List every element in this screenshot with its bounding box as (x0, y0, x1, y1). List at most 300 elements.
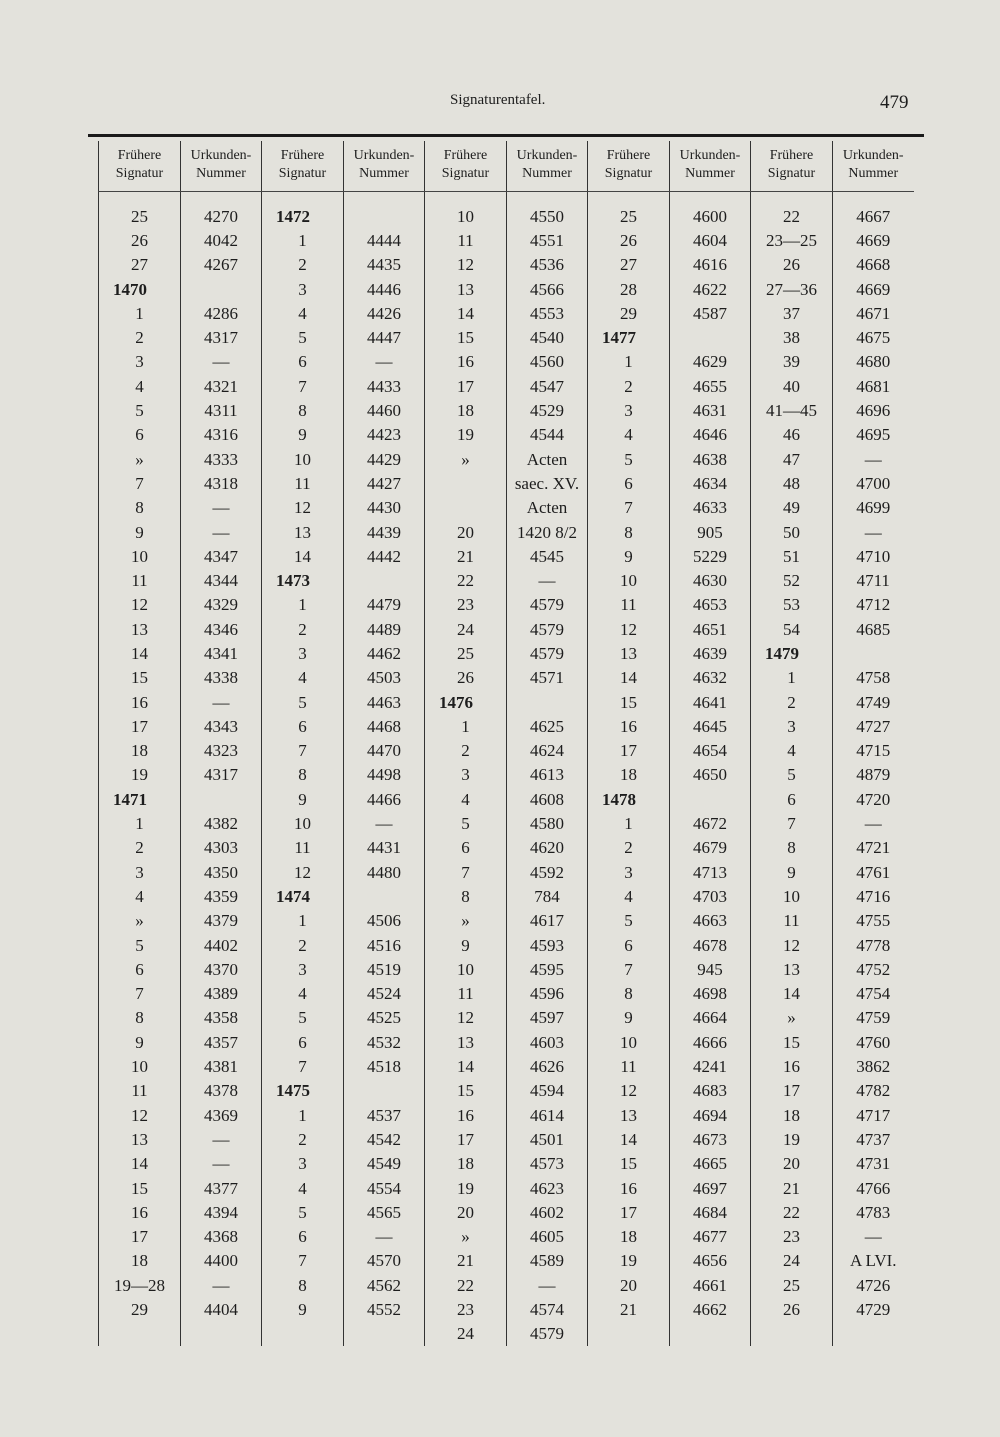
former-signature-cell: 5 (99, 933, 181, 957)
former-signature-cell: 20 (425, 520, 507, 544)
former-signature-cell: 6 (262, 350, 344, 374)
former-signature-cell: 13 (99, 617, 181, 641)
former-signature-cell: 2 (262, 617, 344, 641)
former-signature-cell: 40 (751, 374, 833, 398)
document-number-cell: 4241 (670, 1054, 751, 1078)
document-number-cell: 4549 (344, 1152, 425, 1176)
former-signature-cell: 11 (751, 909, 833, 933)
former-signature-cell: 23—25 (751, 228, 833, 252)
former-signature-cell: 4 (262, 1176, 344, 1200)
former-signature-cell: 14 (425, 1054, 507, 1078)
document-number-cell (670, 787, 751, 811)
former-signature-cell: 1474 (262, 884, 344, 908)
document-number-cell: — (507, 568, 588, 592)
document-number-cell: 4551 (507, 228, 588, 252)
document-number-cell: 4431 (344, 836, 425, 860)
document-number-cell: 4626 (507, 1054, 588, 1078)
document-number-cell: 4426 (344, 301, 425, 325)
former-signature-cell: 23 (425, 1297, 507, 1321)
former-signature-cell: 11 (99, 1079, 181, 1103)
document-number-cell: 4631 (670, 398, 751, 422)
document-number-cell: 4654 (670, 739, 751, 763)
document-number-cell: 4616 (670, 253, 751, 277)
table-row (99, 641, 914, 665)
document-number-cell: 4634 (670, 471, 751, 495)
former-signature-cell: 53 (751, 593, 833, 617)
former-signature-cell: 3 (262, 641, 344, 665)
former-signature-cell: 1472 (262, 204, 344, 228)
former-signature-cell: 50 (751, 520, 833, 544)
former-signature-cell: 10 (99, 544, 181, 568)
document-number-cell: 4321 (181, 374, 262, 398)
former-signature-cell: 4 (99, 374, 181, 398)
document-number-cell: 4562 (344, 1273, 425, 1297)
former-signature-cell: 25 (425, 641, 507, 665)
document-number-cell: 4685 (833, 617, 914, 641)
document-number-cell: 4766 (833, 1176, 914, 1200)
document-number-cell (181, 277, 262, 301)
former-signature-cell: 4 (99, 884, 181, 908)
document-number-cell: 4710 (833, 544, 914, 568)
table-row (99, 398, 914, 422)
document-number-cell: 4579 (507, 617, 588, 641)
table-row (99, 325, 914, 349)
document-number-cell: 4357 (181, 1030, 262, 1054)
document-number-cell: 4681 (833, 374, 914, 398)
former-signature-cell: 10 (751, 884, 833, 908)
former-signature-cell: 7 (588, 496, 670, 520)
former-signature-cell: 1 (588, 811, 670, 835)
document-number-cell: 4595 (507, 957, 588, 981)
former-signature-cell: 14 (99, 1152, 181, 1176)
former-signature-cell (425, 471, 507, 495)
former-signature-cell: 21 (751, 1176, 833, 1200)
former-signature-cell: 22 (425, 1273, 507, 1297)
former-signature-cell: 11 (588, 1054, 670, 1078)
former-signature-cell: 6 (751, 787, 833, 811)
former-signature-cell: 14 (99, 641, 181, 665)
former-signature-cell: 8 (425, 884, 507, 908)
document-number-cell: 4593 (507, 933, 588, 957)
former-signature-cell: 47 (751, 447, 833, 471)
document-number-cell: 4783 (833, 1200, 914, 1224)
former-signature-cell: 19 (425, 423, 507, 447)
former-signature-cell: 12 (262, 860, 344, 884)
former-signature-cell: 38 (751, 325, 833, 349)
document-number-cell: Acten (507, 496, 588, 520)
document-number-cell: 4350 (181, 860, 262, 884)
former-signature-cell: 3 (588, 860, 670, 884)
document-number-cell: 4580 (507, 811, 588, 835)
document-number-cell: 4323 (181, 739, 262, 763)
document-number-cell: 4369 (181, 1103, 262, 1127)
document-number-cell: 4694 (670, 1103, 751, 1127)
former-signature-cell: 2 (99, 836, 181, 860)
table-row (99, 423, 914, 447)
document-number-cell: 4620 (507, 836, 588, 860)
table-row (99, 496, 914, 520)
document-number-cell: 4661 (670, 1273, 751, 1297)
document-number-cell: 4544 (507, 423, 588, 447)
column-header: Frühere Signatur (751, 141, 833, 192)
document-number-cell: 4359 (181, 884, 262, 908)
former-signature-cell: 41—45 (751, 398, 833, 422)
document-number-cell: 4435 (344, 253, 425, 277)
former-signature-cell: 17 (588, 739, 670, 763)
document-number-cell (833, 641, 914, 665)
document-number-cell: — (344, 1224, 425, 1248)
document-number-cell (344, 884, 425, 908)
document-number-cell: 4338 (181, 666, 262, 690)
document-number-cell: — (507, 1273, 588, 1297)
former-signature-cell (588, 1322, 670, 1346)
former-signature-cell: 22 (751, 1200, 833, 1224)
former-signature-cell: 6 (262, 714, 344, 738)
former-signature-cell: 20 (751, 1152, 833, 1176)
former-signature-cell: 6 (588, 933, 670, 957)
page-number: 479 (880, 92, 909, 113)
former-signature-cell: 52 (751, 568, 833, 592)
table-body (99, 192, 914, 1346)
former-signature-cell: 11 (262, 471, 344, 495)
document-number-cell: 4683 (670, 1079, 751, 1103)
signature-table (98, 141, 914, 1346)
document-number-cell: 4404 (181, 1297, 262, 1321)
document-number-cell: 4400 (181, 1249, 262, 1273)
document-number-cell: 4463 (344, 690, 425, 714)
document-number-cell: 4715 (833, 739, 914, 763)
former-signature-cell: 13 (425, 277, 507, 301)
document-number-cell: 4737 (833, 1127, 914, 1151)
former-signature-cell: 1 (262, 593, 344, 617)
table-row (99, 836, 914, 860)
former-signature-cell: 48 (751, 471, 833, 495)
table-row (99, 1152, 914, 1176)
document-number-cell: 4318 (181, 471, 262, 495)
former-signature-cell: » (425, 909, 507, 933)
document-number-cell (670, 325, 751, 349)
table-row (99, 811, 914, 835)
document-number-cell: — (181, 520, 262, 544)
former-signature-cell: 4 (262, 982, 344, 1006)
former-signature-cell: 29 (588, 301, 670, 325)
document-number-cell: 3862 (833, 1054, 914, 1078)
former-signature-cell: 25 (99, 204, 181, 228)
document-number-cell: 4632 (670, 666, 751, 690)
former-signature-cell: 8 (588, 982, 670, 1006)
document-number-cell: 4754 (833, 982, 914, 1006)
former-signature-cell: 9 (262, 1297, 344, 1321)
table-row (99, 1297, 914, 1321)
former-signature-cell: 8 (99, 496, 181, 520)
former-signature-cell: 18 (425, 398, 507, 422)
former-signature-cell: 9 (588, 1006, 670, 1030)
former-signature-cell: 10 (262, 447, 344, 471)
document-number-cell: saec. XV. (507, 471, 588, 495)
document-number-cell: 4712 (833, 593, 914, 617)
document-number-cell: 4317 (181, 763, 262, 787)
former-signature-cell: 24 (425, 1322, 507, 1346)
table-row (99, 1103, 914, 1127)
former-signature-cell (425, 496, 507, 520)
former-signature-cell: 7 (262, 1249, 344, 1273)
former-signature-cell: 6 (262, 1030, 344, 1054)
former-signature-cell: 7 (262, 374, 344, 398)
former-signature-cell: 16 (425, 1103, 507, 1127)
former-signature-cell: 22 (425, 568, 507, 592)
former-signature-cell: 5 (262, 325, 344, 349)
former-signature-cell: 3 (262, 277, 344, 301)
former-signature-cell: 16 (99, 690, 181, 714)
document-number-cell: 4669 (833, 228, 914, 252)
document-number-cell: 4329 (181, 593, 262, 617)
document-number-cell: 4333 (181, 447, 262, 471)
former-signature-cell: 1478 (588, 787, 670, 811)
former-signature-cell: 28 (588, 277, 670, 301)
table-row (99, 909, 914, 933)
document-number-cell: 4597 (507, 1006, 588, 1030)
document-number-cell: 4382 (181, 811, 262, 835)
document-number-cell: 4503 (344, 666, 425, 690)
document-number-cell: 4368 (181, 1224, 262, 1248)
former-signature-cell: 2 (99, 325, 181, 349)
former-signature-cell: 13 (588, 641, 670, 665)
document-number-cell: 4623 (507, 1176, 588, 1200)
former-signature-cell: 11 (425, 228, 507, 252)
document-number-cell: 4381 (181, 1054, 262, 1078)
former-signature-cell: 21 (425, 544, 507, 568)
former-signature-cell: 10 (99, 1054, 181, 1078)
document-number-cell: 784 (507, 884, 588, 908)
former-signature-cell: 11 (262, 836, 344, 860)
document-number-cell: 4498 (344, 763, 425, 787)
former-signature-cell: 19—28 (99, 1273, 181, 1297)
former-signature-cell: 12 (262, 496, 344, 520)
document-number-cell: 4696 (833, 398, 914, 422)
former-signature-cell: 1 (262, 228, 344, 252)
document-number-cell: 4602 (507, 1200, 588, 1224)
former-signature-cell: 4 (262, 301, 344, 325)
column-header: Urkunden-Nummer (833, 141, 914, 192)
former-signature-cell: 21 (588, 1297, 670, 1321)
former-signature-cell: 1 (99, 301, 181, 325)
former-signature-cell: 16 (751, 1054, 833, 1078)
document-number-cell (344, 1079, 425, 1103)
former-signature-cell: 3 (262, 957, 344, 981)
former-signature-cell: 16 (425, 350, 507, 374)
column-header: Urkunden-Nummer (670, 141, 751, 192)
former-signature-cell: 8 (262, 1273, 344, 1297)
former-signature-cell (262, 1322, 344, 1346)
former-signature-cell: 9 (751, 860, 833, 884)
former-signature-cell: 12 (751, 933, 833, 957)
former-signature-cell: 51 (751, 544, 833, 568)
document-number-cell: — (181, 690, 262, 714)
table-row (99, 253, 914, 277)
table-row (99, 1322, 914, 1346)
document-number-cell: 4727 (833, 714, 914, 738)
former-signature-cell: 3 (262, 1152, 344, 1176)
former-signature-cell: 5 (262, 1200, 344, 1224)
former-signature-cell: 3 (99, 350, 181, 374)
former-signature-cell: 24 (425, 617, 507, 641)
document-number-cell: 4662 (670, 1297, 751, 1321)
former-signature-cell: 18 (425, 1152, 507, 1176)
document-number-cell: 4594 (507, 1079, 588, 1103)
former-signature-cell: 7 (751, 811, 833, 835)
document-number-cell: 4761 (833, 860, 914, 884)
former-signature-cell: 7 (425, 860, 507, 884)
document-number-cell: 4344 (181, 568, 262, 592)
table-row (99, 1006, 914, 1030)
table-row (99, 617, 914, 641)
former-signature-cell: 1 (425, 714, 507, 738)
former-signature-cell: 18 (99, 739, 181, 763)
former-signature-cell: 46 (751, 423, 833, 447)
document-number-cell: 4646 (670, 423, 751, 447)
former-signature-cell: 8 (99, 1006, 181, 1030)
former-signature-cell: 9 (262, 787, 344, 811)
document-number-cell: 4480 (344, 860, 425, 884)
document-number-cell: 4679 (670, 836, 751, 860)
former-signature-cell: 6 (588, 471, 670, 495)
document-number-cell: — (833, 1224, 914, 1248)
document-number-cell: 4579 (507, 641, 588, 665)
document-number-cell: 4677 (670, 1224, 751, 1248)
document-number-cell: 4650 (670, 763, 751, 787)
table-row (99, 350, 914, 374)
document-number-cell: 4713 (670, 860, 751, 884)
former-signature-cell: 20 (425, 1200, 507, 1224)
document-number-cell: 945 (670, 957, 751, 981)
former-signature-cell: 5 (262, 1006, 344, 1030)
former-signature-cell: 9 (99, 1030, 181, 1054)
table-row (99, 1249, 914, 1273)
document-number-cell: 4638 (670, 447, 751, 471)
former-signature-cell: 22 (751, 204, 833, 228)
document-number-cell: 4433 (344, 374, 425, 398)
table-row (99, 1030, 914, 1054)
document-number-cell: 4524 (344, 982, 425, 1006)
document-number-cell: 4553 (507, 301, 588, 325)
document-number-cell: 4675 (833, 325, 914, 349)
document-number-cell: 4669 (833, 277, 914, 301)
former-signature-cell: 8 (751, 836, 833, 860)
former-signature-cell: 10 (425, 957, 507, 981)
former-signature-cell: » (99, 909, 181, 933)
table-row (99, 1079, 914, 1103)
former-signature-cell: 12 (425, 1006, 507, 1030)
document-number-cell: 4665 (670, 1152, 751, 1176)
former-signature-cell: 4 (262, 666, 344, 690)
document-number-cell: 4566 (507, 277, 588, 301)
former-signature-cell: 39 (751, 350, 833, 374)
former-signature-cell: 1 (262, 1103, 344, 1127)
former-signature-cell: 29 (99, 1297, 181, 1321)
former-signature-cell: 6 (99, 957, 181, 981)
former-signature-cell: 19 (751, 1127, 833, 1151)
table-row (99, 982, 914, 1006)
document-number-cell: 4605 (507, 1224, 588, 1248)
table-row (99, 301, 914, 325)
document-number-cell: 4651 (670, 617, 751, 641)
former-signature-cell: 12 (425, 253, 507, 277)
former-signature-cell: 17 (99, 1224, 181, 1248)
document-number-cell: 4519 (344, 957, 425, 981)
former-signature-cell: 15 (588, 690, 670, 714)
document-number-cell: 4377 (181, 1176, 262, 1200)
column-header: Frühere Signatur (99, 141, 181, 192)
document-number-cell: 4641 (670, 690, 751, 714)
table-row (99, 860, 914, 884)
former-signature-cell: 2 (751, 690, 833, 714)
former-signature-cell: 37 (751, 301, 833, 325)
former-signature-cell: 15 (588, 1152, 670, 1176)
document-number-cell: 4303 (181, 836, 262, 860)
former-signature-cell: 1470 (99, 277, 181, 301)
former-signature-cell: 12 (99, 593, 181, 617)
table-row (99, 690, 914, 714)
former-signature-cell: 7 (262, 1054, 344, 1078)
document-number-cell: 4671 (833, 301, 914, 325)
former-signature-cell: 5 (588, 909, 670, 933)
former-signature-cell: 4 (588, 423, 670, 447)
document-number-cell: 4639 (670, 641, 751, 665)
document-number-cell: — (181, 1127, 262, 1151)
document-number-cell: 4347 (181, 544, 262, 568)
document-number-cell: 4042 (181, 228, 262, 252)
former-signature-cell: 8 (262, 398, 344, 422)
document-number-cell: 4596 (507, 982, 588, 1006)
document-number-cell: 4545 (507, 544, 588, 568)
document-number-cell: 1420 8/2 (507, 520, 588, 544)
document-number-cell: 4550 (507, 204, 588, 228)
document-number-cell: 4678 (670, 933, 751, 957)
former-signature-cell: 1475 (262, 1079, 344, 1103)
former-signature-cell: 3 (751, 714, 833, 738)
former-signature-cell: 17 (751, 1079, 833, 1103)
document-number-cell: 4501 (507, 1127, 588, 1151)
table-row (99, 787, 914, 811)
former-signature-cell: 1476 (425, 690, 507, 714)
document-number-cell: 4778 (833, 933, 914, 957)
former-signature-cell: 26 (425, 666, 507, 690)
column-header: Frühere Signatur (262, 141, 344, 192)
former-signature-cell: 14 (588, 666, 670, 690)
former-signature-cell: 4 (588, 884, 670, 908)
former-signature-cell: 2 (262, 253, 344, 277)
former-signature-cell: 26 (588, 228, 670, 252)
document-number-cell: 4370 (181, 957, 262, 981)
former-signature-cell: » (425, 1224, 507, 1248)
former-signature-cell: 15 (99, 666, 181, 690)
document-number-cell: 4655 (670, 374, 751, 398)
former-signature-cell: 18 (99, 1249, 181, 1273)
former-signature-cell: 17 (99, 714, 181, 738)
document-number-cell: 4554 (344, 1176, 425, 1200)
document-number-cell: 4667 (833, 204, 914, 228)
document-number-cell: — (181, 1152, 262, 1176)
table-row (99, 471, 914, 495)
former-signature-cell: 26 (99, 228, 181, 252)
former-signature-cell: 4 (425, 787, 507, 811)
document-number-cell: 4749 (833, 690, 914, 714)
table-row (99, 593, 914, 617)
former-signature-cell: 12 (588, 617, 670, 641)
table-row (99, 739, 914, 763)
former-signature-cell: 9 (262, 423, 344, 447)
document-number-cell: 4552 (344, 1297, 425, 1321)
